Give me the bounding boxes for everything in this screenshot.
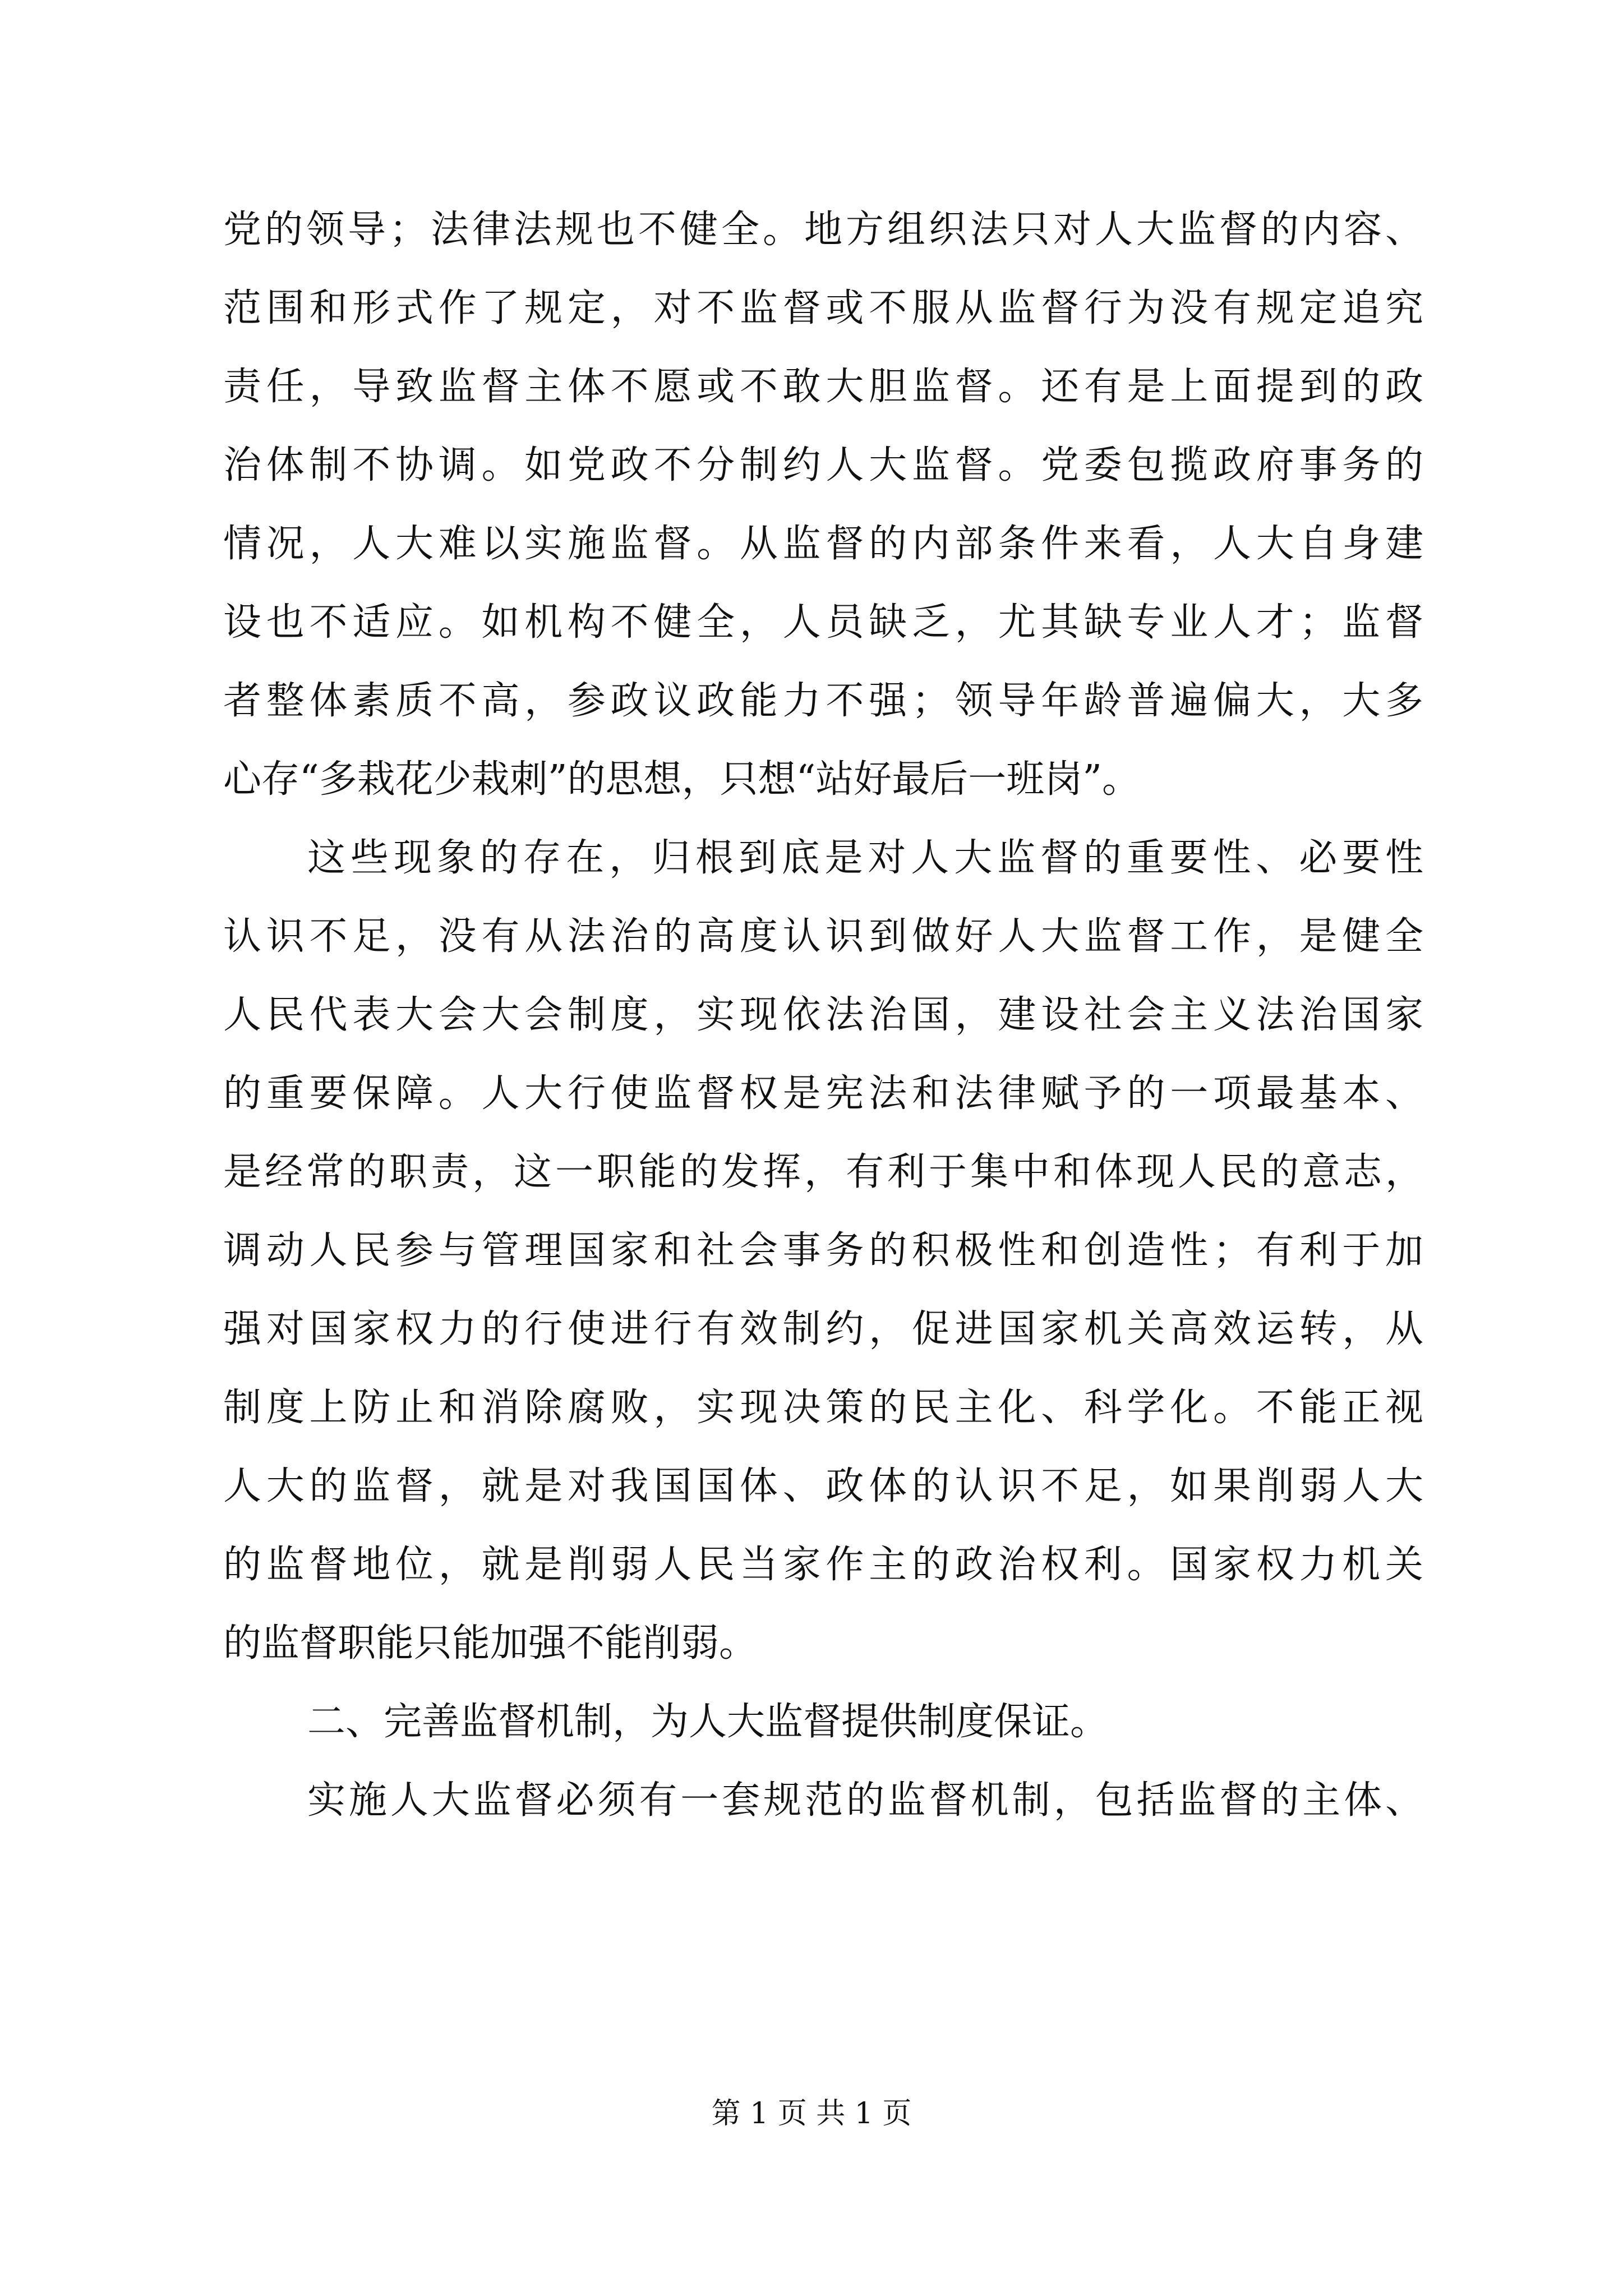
text-line: 者整体素质不高，参政议政能力不强；领导年龄普遍偏大，大多 xyxy=(223,679,1423,723)
text-line: 情况，人大难以实施监督。从监督的内部条件来看，人大自身建 xyxy=(223,522,1423,566)
text-line: 强对国家权力的行使进行有效制约，促进国家机关高效运转，从 xyxy=(223,1307,1423,1351)
text-line: 这些现象的存在，归根到底是对人大监督的重要性、必要性 xyxy=(307,836,1423,880)
text-line: 设也不适应。如机构不健全，人员缺乏，尤其缺专业人才；监督 xyxy=(223,600,1423,645)
text-line: 人大的监督，就是对我国国体、政体的认识不足，如果削弱人大 xyxy=(223,1464,1423,1508)
text-line: 责任，导致监督主体不愿或不敢大胆监督。还有是上面提到的政 xyxy=(223,365,1423,409)
section-heading: 二、完善监督机制，为人大监督提供制度保证。 xyxy=(307,1700,1109,1744)
text-line: 的重要保障。人大行使监督权是宪法和法律赋予的一项最基本、 xyxy=(223,1071,1423,1116)
text-line: 心存“多栽花少栽刺”的思想，只想“站好最后一班岗”。 xyxy=(223,757,1141,802)
page-footer xyxy=(0,2091,1623,2136)
text-line: 是经常的职责，这一职能的发挥，有利于集中和体现人民的意志， xyxy=(223,1150,1423,1194)
text-line: 党的领导；法律法规也不健全。地方组织法只对人大监督的内容、 xyxy=(223,208,1423,252)
text-line: 认识不足，没有从法治的高度认识到做好人大监督工作，是健全 xyxy=(223,914,1423,959)
text-line: 的监督职能只能加强不能削弱。 xyxy=(223,1621,758,1665)
text-line: 范围和形式作了规定，对不监督或不服从监督行为没有规定追究 xyxy=(223,286,1423,330)
document-body xyxy=(223,191,1423,1840)
text-line: 的监督地位，就是削弱人民当家作主的政治权利。国家权力机关 xyxy=(223,1543,1423,1587)
page-number-label: 第 1 页 共 1 页 xyxy=(711,2097,912,2131)
text-line: 制度上防止和消除腐败，实现决策的民主化、科学化。不能正视 xyxy=(223,1386,1423,1430)
text-line: 实施人大监督必须有一套规范的监督机制，包括监督的主体、 xyxy=(307,1778,1423,1823)
text-line: 调动人民参与管理国家和社会事务的积极性和创造性；有利于加 xyxy=(223,1228,1423,1273)
text-line: 人民代表大会大会制度，实现依法治国，建设社会主义法治国家 xyxy=(223,993,1423,1037)
text-line: 治体制不协调。如党政不分制约人大监督。党委包揽政府事务的 xyxy=(223,443,1423,487)
